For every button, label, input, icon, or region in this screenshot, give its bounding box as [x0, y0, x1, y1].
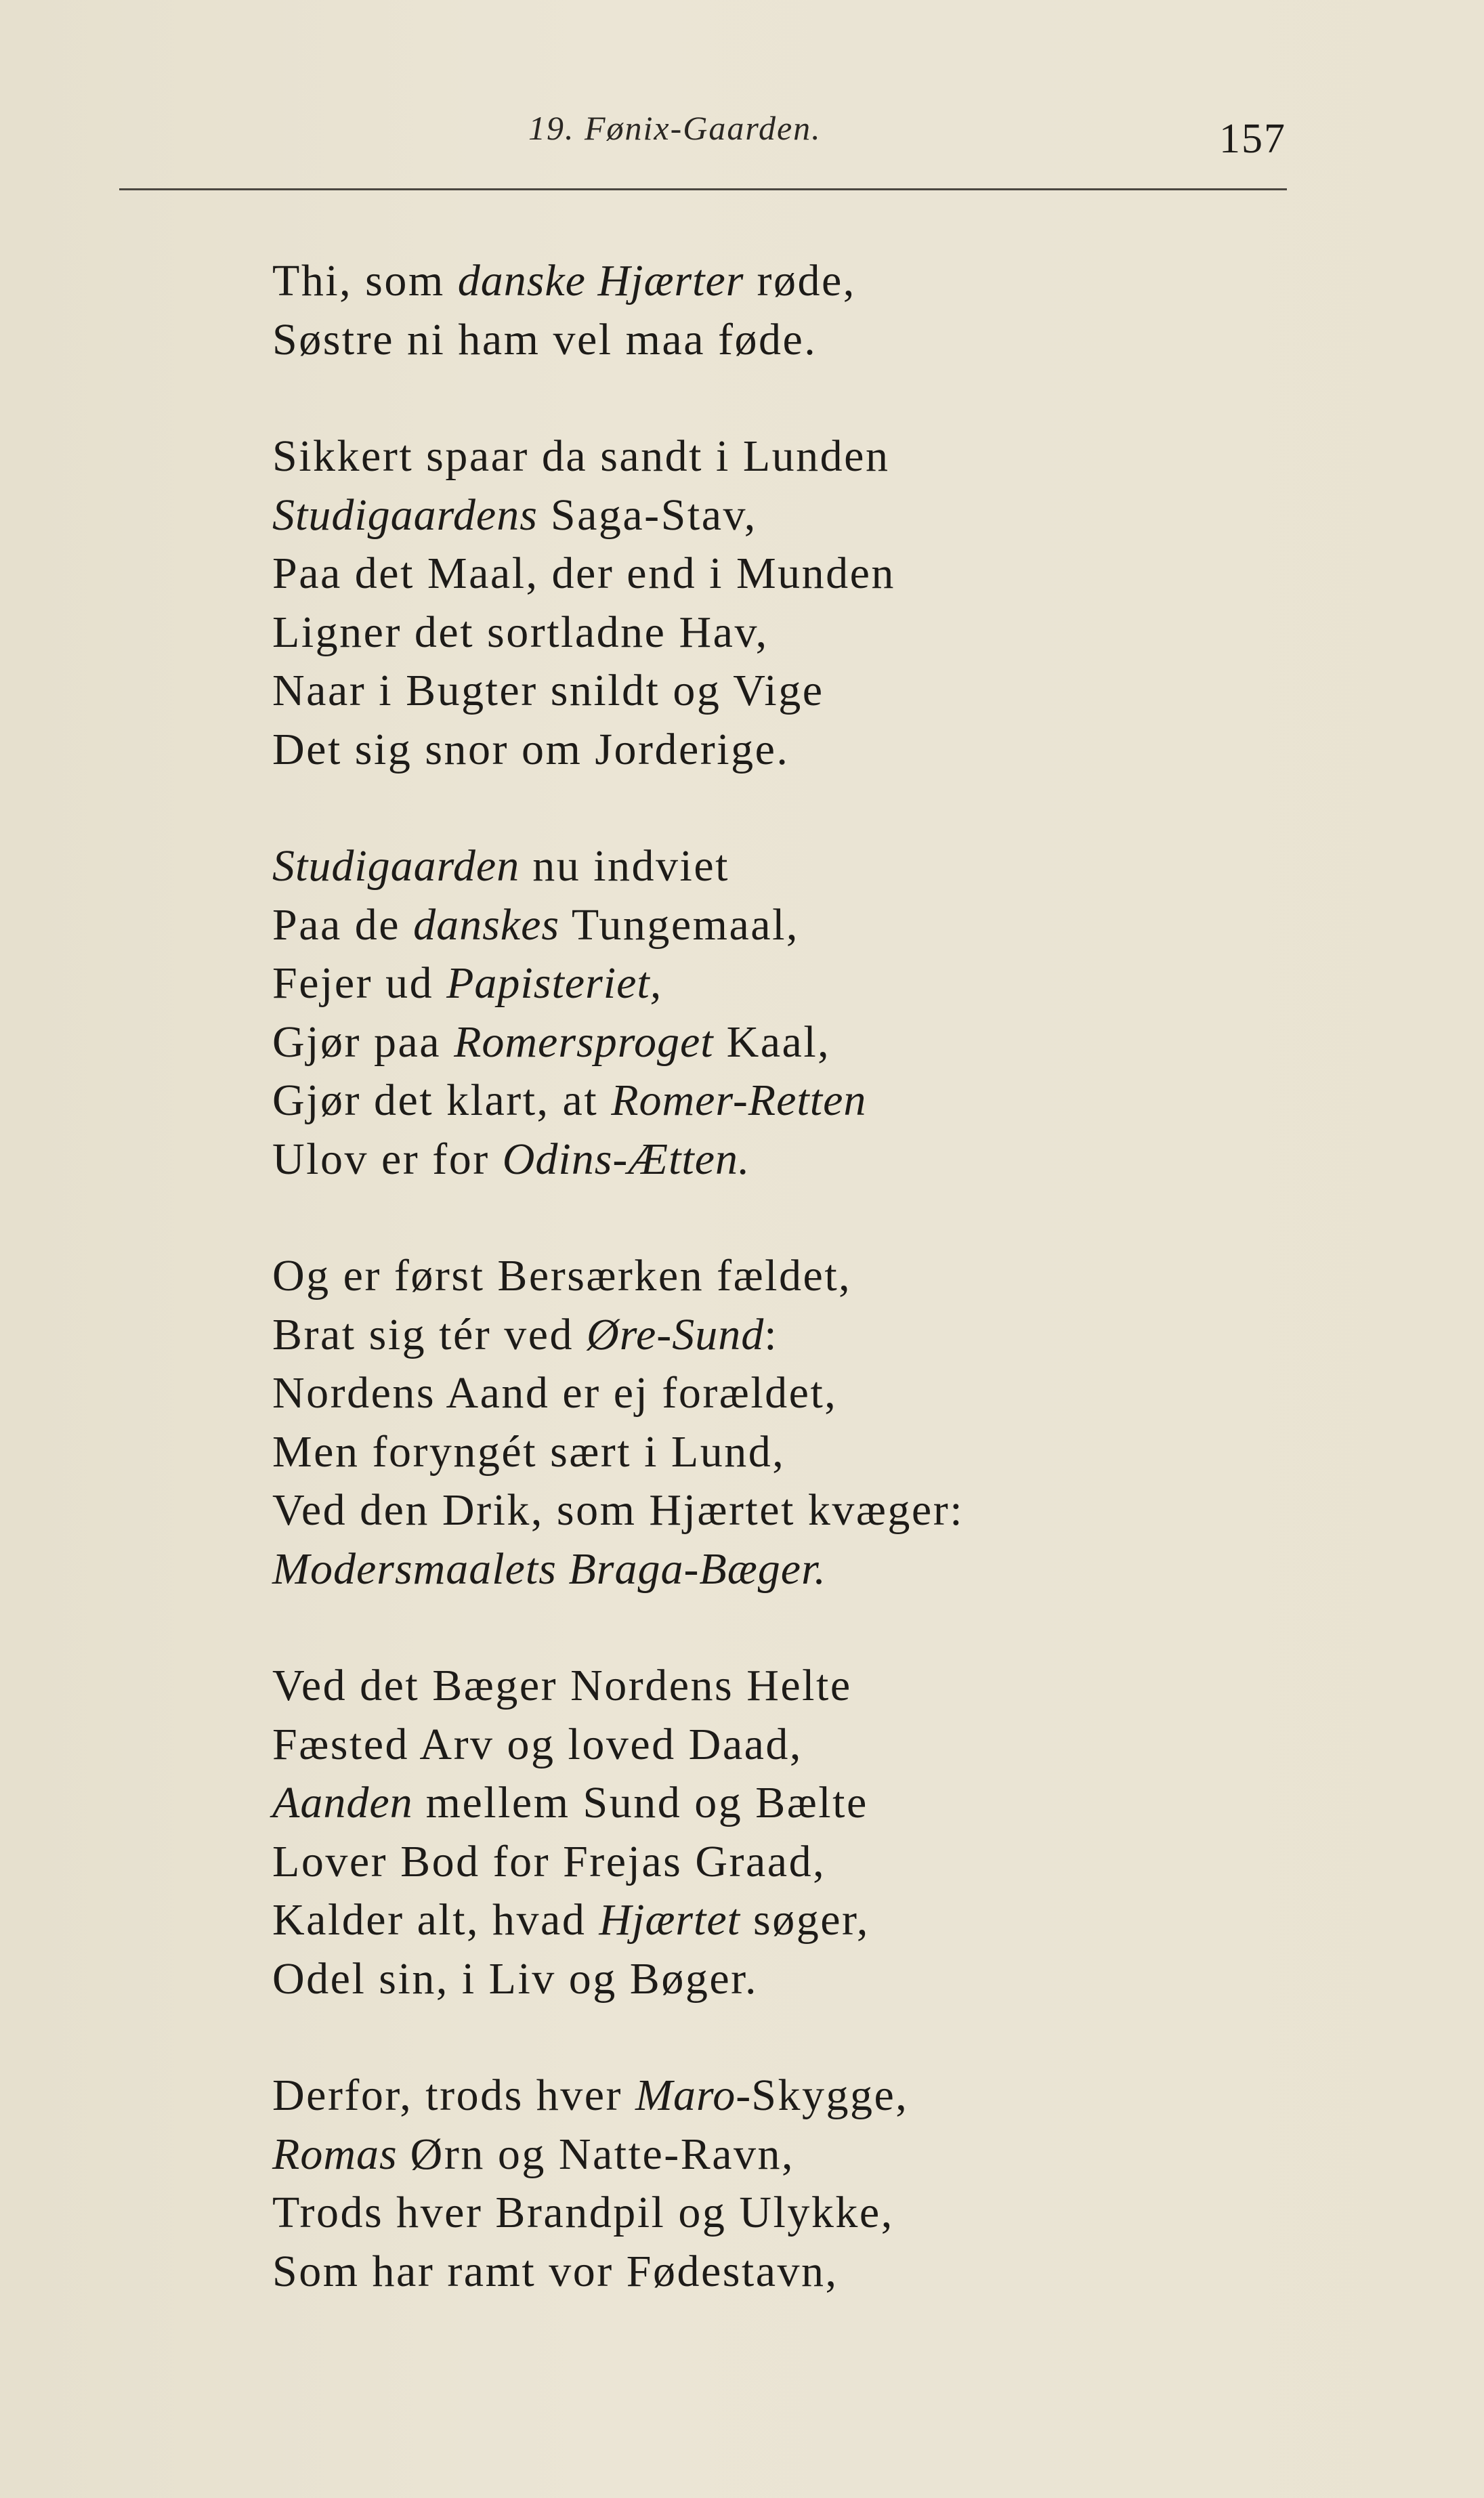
verse-line	[272, 1423, 1437, 1482]
text: :	[764, 1309, 779, 1359]
page-number: 157	[1219, 116, 1286, 162]
verse-line	[272, 1072, 1437, 1130]
italic-text: Studigaardens	[272, 490, 538, 540]
text: Og er først Bersærken fældet,	[272, 1251, 852, 1300]
verse-line	[272, 1130, 1437, 1189]
text: Paa de	[272, 899, 414, 950]
verse-line	[272, 486, 1437, 545]
verse-line	[272, 721, 1437, 780]
italic-text: danske Hjærter	[457, 256, 744, 305]
stanza	[272, 427, 1437, 779]
italic-text: Hjærtet	[599, 1895, 741, 1945]
verse-line	[272, 1013, 1437, 1072]
verse-line	[272, 2184, 1437, 2243]
text: nu indviet	[520, 841, 730, 891]
stanza	[272, 2067, 1437, 2301]
verse-line	[272, 2243, 1437, 2302]
text: Ved det Bæger Nordens Helte	[272, 1661, 852, 1710]
verse-line	[272, 1716, 1437, 1775]
verse-line	[272, 1891, 1437, 1950]
text: Fejer ud	[272, 958, 447, 1008]
running-head	[0, 108, 1287, 163]
verse-line	[272, 954, 1437, 1013]
italic-text: Aanden	[272, 1778, 413, 1827]
italic-text: Odins-Ætten.	[502, 1134, 750, 1184]
text: Ved den Drik, som Hjærtet kvæger:	[272, 1485, 964, 1535]
verse-line	[272, 662, 1437, 721]
verse-line	[272, 1657, 1437, 1716]
italic-text: Studigaarden	[272, 841, 520, 891]
verse-line	[272, 252, 1437, 311]
verse-line	[272, 1481, 1437, 1540]
text: Fæsted Arv og loved Daad,	[272, 1719, 803, 1769]
text: Skygge,	[751, 2071, 909, 2120]
verse-line	[272, 1364, 1437, 1423]
text: Derfor, trods hver	[272, 2071, 636, 2120]
text: Paa det Maal, der end i Munden	[272, 549, 895, 598]
text: Trods hver Brandpil og Ulykke,	[272, 2188, 894, 2237]
italic-text: Romer-Retten	[611, 1076, 867, 1125]
running-title: 19. Fønix-Gaarden.	[528, 109, 822, 147]
stanza	[272, 1657, 1437, 2008]
italic-text: Romas	[272, 2129, 398, 2179]
verse-line	[272, 604, 1437, 662]
italic-text: Maro-	[635, 2071, 752, 2120]
verse-line	[272, 896, 1437, 955]
verse-line	[272, 1950, 1437, 2009]
stanza	[272, 837, 1437, 1189]
text: Kaal,	[713, 1017, 831, 1067]
text: Ørn og Natte-Ravn,	[397, 2129, 795, 2179]
verse-line	[272, 1306, 1437, 1365]
verse-line	[272, 1833, 1437, 1892]
verse-line	[272, 1774, 1437, 1833]
stanza	[272, 252, 1437, 369]
italic-text: Øre-Sund	[587, 1309, 765, 1359]
text: Odel sin, i Liv og Bøger.	[272, 1953, 758, 2004]
verse-line	[272, 837, 1437, 896]
text: Som har ramt vor Fødestavn,	[272, 2246, 839, 2296]
verse-line	[272, 427, 1437, 486]
italic-text: Papisteriet,	[446, 958, 662, 1008]
text: Lover Bod for Frejas Graad,	[272, 1836, 826, 1886]
italic-text: Romersproget	[454, 1017, 714, 1067]
verse-line	[272, 2067, 1437, 2125]
text: Brat sig tér ved	[272, 1309, 587, 1359]
text: røde,	[744, 256, 856, 305]
text: Sikkert spaar da sandt i Lunden	[272, 431, 890, 481]
text: Det sig snor om Jorderige.	[272, 724, 790, 774]
italic-text: danskes	[413, 899, 560, 950]
stanza	[272, 1247, 1437, 1599]
text: mellem Sund og Bælte	[412, 1778, 868, 1827]
verse-line	[272, 1540, 1437, 1599]
text: Saga-Stav,	[537, 490, 757, 540]
text: Nordens Aand er ej forældet,	[272, 1368, 838, 1418]
verse-line	[272, 545, 1437, 604]
text: Søstre ni ham vel maa føde.	[272, 314, 818, 364]
verse-line	[272, 1247, 1437, 1306]
poem-body	[272, 252, 1437, 2359]
text: Naar i Bugter snildt og Vige	[272, 666, 824, 715]
text: Men foryngét sært i Lund,	[272, 1426, 786, 1477]
text: Gjør det klart, at	[272, 1076, 612, 1125]
text: Tungemaal,	[559, 899, 799, 950]
verse-line	[272, 311, 1437, 370]
text: søger,	[740, 1895, 870, 1945]
text: Gjør paa	[272, 1017, 454, 1067]
text: Ulov er for	[272, 1134, 503, 1184]
text: Kalder alt, hvad	[272, 1895, 599, 1945]
header-rule	[119, 188, 1287, 190]
verse-line	[272, 2125, 1437, 2184]
text: Thi, som	[272, 256, 458, 305]
italic-text: Modersmaalets Braga-Bæger.	[272, 1544, 826, 1594]
text: Ligner det sortladne Hav,	[272, 607, 769, 657]
